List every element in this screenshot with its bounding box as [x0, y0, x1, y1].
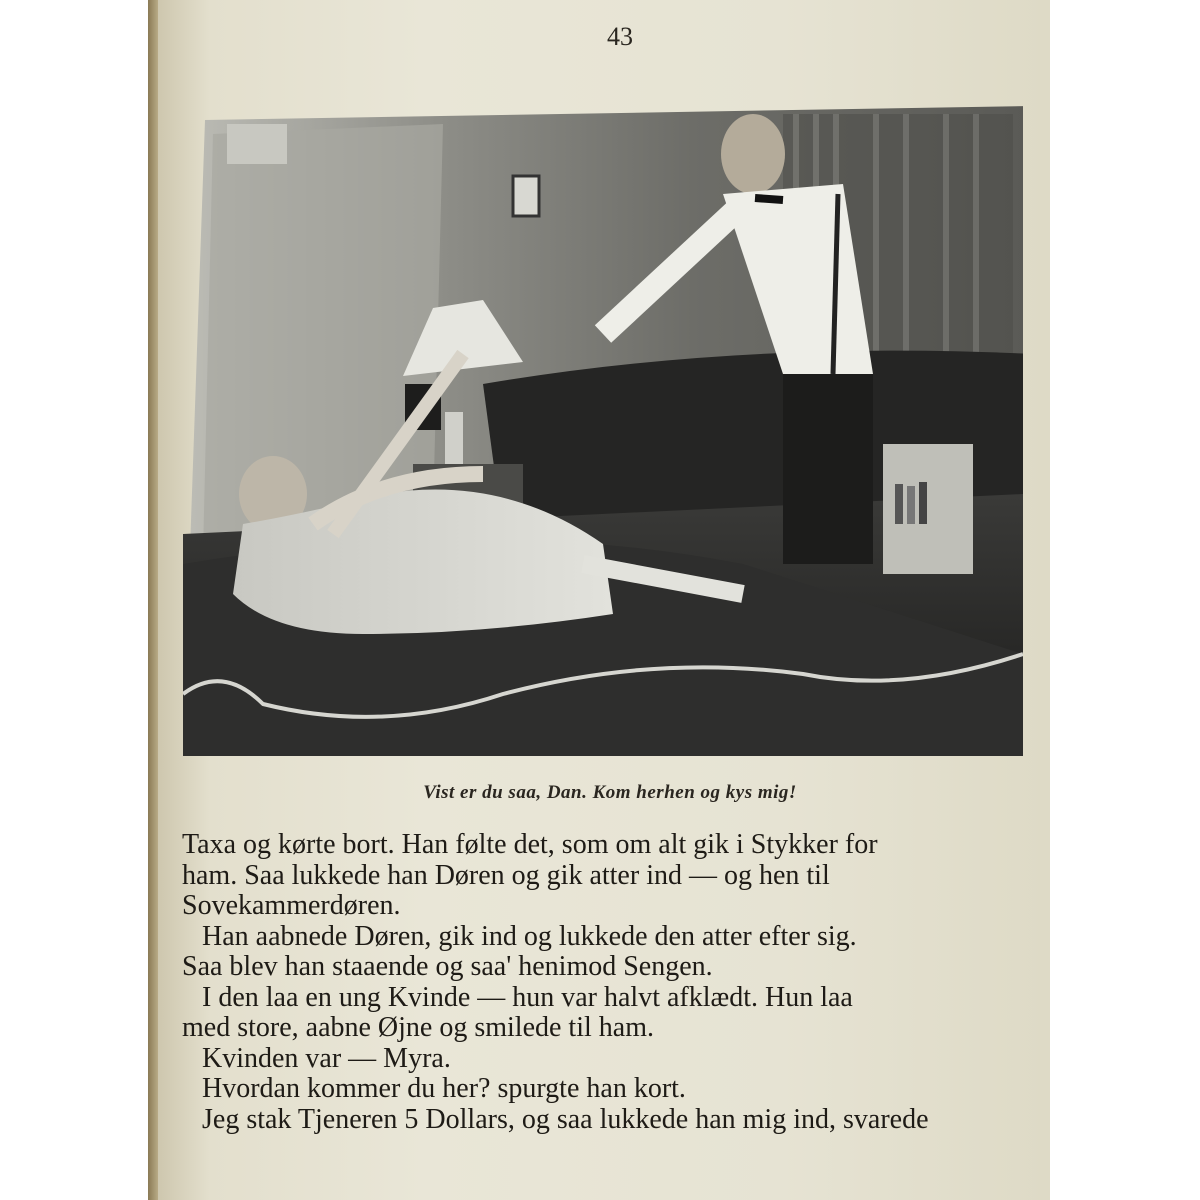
right-margin — [1050, 0, 1200, 1200]
page-number: 43 — [607, 22, 633, 51]
text-line: Hvordan kommer du her? spurgte han kort. — [202, 1073, 686, 1104]
wall-lantern — [513, 176, 539, 216]
text-line: I den laa en ung Kvinde — hun var halvt afklædt. Hun laa — [202, 981, 853, 1013]
text-line: Sovekammerdøren. — [182, 890, 401, 921]
text-line: ham. Saa lukkede han Døren og gik atter ind — og hen til — [182, 859, 830, 891]
text-line: Jeg stak Tjeneren 5 Dollars, og saa lukkede han mig ind, svarede — [202, 1103, 929, 1135]
wall-frame — [227, 124, 287, 164]
text-line: med store, aabne Øjne og smilede til ham. — [182, 1012, 654, 1043]
text-line: Taxa og kørte bort. Han følte det, som om alt gik i Stykker for — [182, 830, 878, 860]
text-line: Saa blev han staaende og saa' henimod Sengen. — [182, 951, 713, 982]
body-text — [182, 830, 1050, 1200]
film-still-photo — [183, 94, 1023, 756]
text-line: Kvinden var — Myra. — [202, 1042, 451, 1074]
text-line: Han aabnede Døren, gik ind og lukkede den atter efter sig. — [202, 920, 857, 952]
photo-caption: Vist er du saa, Dan. Kom herhen og kys mig! — [423, 782, 797, 803]
left-margin — [0, 0, 150, 1200]
book-spine-edge — [148, 0, 158, 1200]
